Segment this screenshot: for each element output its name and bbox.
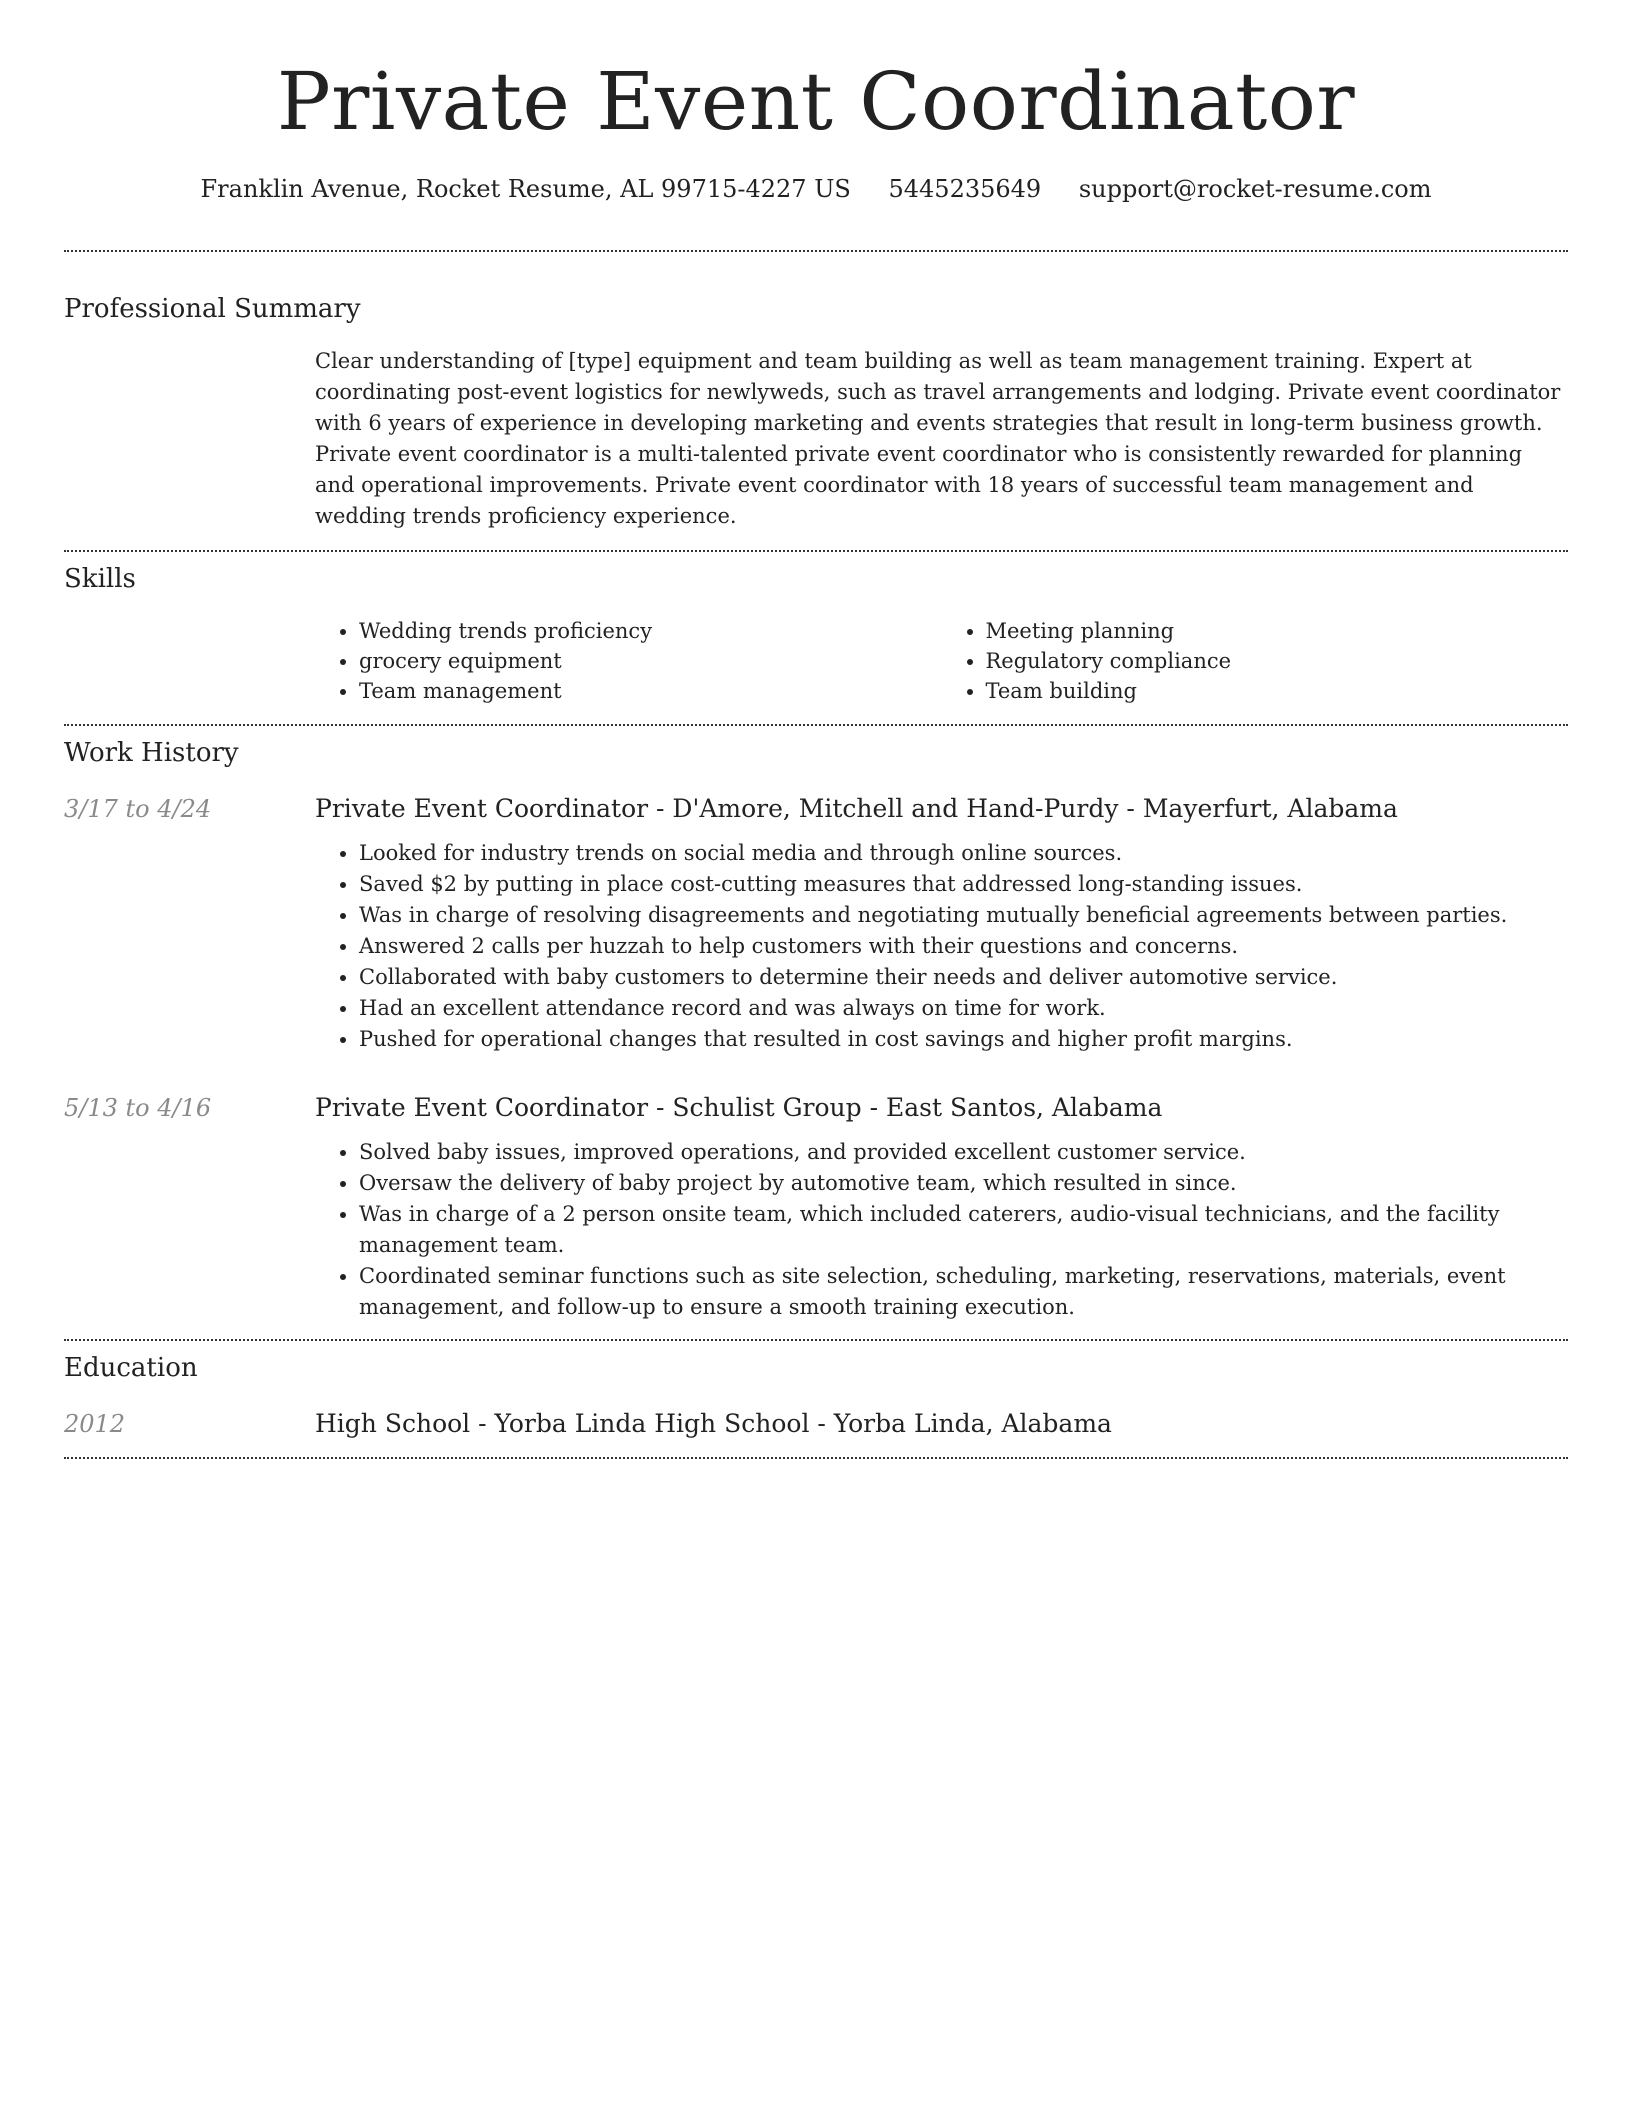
contact-line [64, 172, 1568, 206]
education-year: 2012 [64, 1410, 126, 1438]
job-entry [64, 792, 1568, 1055]
education-divider [64, 1457, 1568, 1459]
summary-spacer [64, 346, 315, 532]
skills-column-left [315, 616, 942, 706]
skills-spacer [64, 616, 315, 706]
job-dates: 3/17 to 4/24 [64, 795, 212, 823]
job-bullet: • Had an excellent attendance record and was always on time for work. [359, 993, 1568, 1024]
work-title: Work History [64, 738, 239, 768]
skill-item: • Team building [986, 676, 1569, 706]
job-bullet: • Coordinated seminar functions such as site selection, scheduling, marketing, reservations, materials, event management, and follow-up to ensure a smooth training execution. [359, 1261, 1568, 1323]
contact-email: support@rocket-resume.com [1078, 175, 1432, 203]
job-bullet: • Solved baby issues, improved operations, and provided excellent customer service. [359, 1137, 1568, 1168]
job-bullet: • Answered 2 calls per huzzah to help customers with their questions and concerns. [359, 931, 1568, 962]
job-bullet: • Looked for industry trends on social media and through online sources. [359, 838, 1568, 869]
job-bullet: • Pushed for operational changes that resulted in cost savings and higher profit margins. [359, 1024, 1568, 1055]
job-heading: Private Event Coordinator - D'Amore, Mitchell and Hand-Purdy - Mayerfurt, Alabama [315, 794, 1398, 823]
job-bullet: • Oversaw the delivery of baby project by automotive team, which resulted in since. [359, 1168, 1568, 1199]
job-bullet: • Was in charge of a 2 person onsite team, which included caterers, audio-visual technicians, and the facility management team. [359, 1199, 1568, 1261]
job-heading: Private Event Coordinator - Schulist Group - East Santos, Alabama [315, 1093, 1163, 1122]
job-entry [64, 1091, 1568, 1323]
skill-item: • Team management [359, 676, 942, 706]
skills-section [64, 552, 1568, 706]
skills-list [315, 616, 1568, 706]
contact-address: Franklin Avenue, Rocket Resume, AL 99715-4227 US [200, 175, 851, 203]
job-bullets [315, 1137, 1568, 1323]
job-dates: 5/13 to 4/16 [64, 1094, 212, 1122]
job-bullet: • Was in charge of resolving disagreements and negotiating mutually beneficial agreements between parties. [359, 900, 1568, 931]
skills-column-right [942, 616, 1569, 706]
candidate-name: Private Event Coordinator [276, 55, 1356, 148]
skill-item: • Wedding trends proficiency [359, 616, 942, 646]
job-bullet: • Collaborated with baby customers to determine their needs and deliver automotive service. [359, 962, 1568, 993]
skill-item: • grocery equipment [359, 646, 942, 676]
contact-phone: 5445235649 [888, 175, 1042, 203]
summary-text: Clear understanding of [type] equipment and team building as well as team management training. Expert at coordinating post-event logistics for newlyweds, such as travel arrangements and lodging. Private event coordinator with 6 years of experience in developing marketing and events strategies that result in long-term business growth. Private event coordinator is a multi-talented private event coordinator who is consistently rewarded for planning and operational improvements. Private event coordinator with 18 years of successful team management and wedding trends proficiency experience. [315, 349, 1561, 528]
job-bullet: • Saved $2 by putting in place cost-cutting measures that addressed long-standing issues. [359, 869, 1568, 900]
summary-title: Professional Summary [64, 294, 361, 324]
education-heading: High School - Yorba Linda High School - Yorba Linda, Alabama [315, 1409, 1112, 1438]
education-entry [64, 1407, 1568, 1441]
resume-header [64, 0, 1568, 206]
skill-item: • Regulatory compliance [986, 646, 1569, 676]
education-title: Education [64, 1353, 198, 1383]
skill-item: • Meeting planning [986, 616, 1569, 646]
skills-title: Skills [64, 564, 136, 594]
summary-section [64, 252, 1568, 532]
work-section [64, 726, 1568, 1323]
education-section [64, 1341, 1568, 1441]
job-bullets [315, 838, 1568, 1055]
